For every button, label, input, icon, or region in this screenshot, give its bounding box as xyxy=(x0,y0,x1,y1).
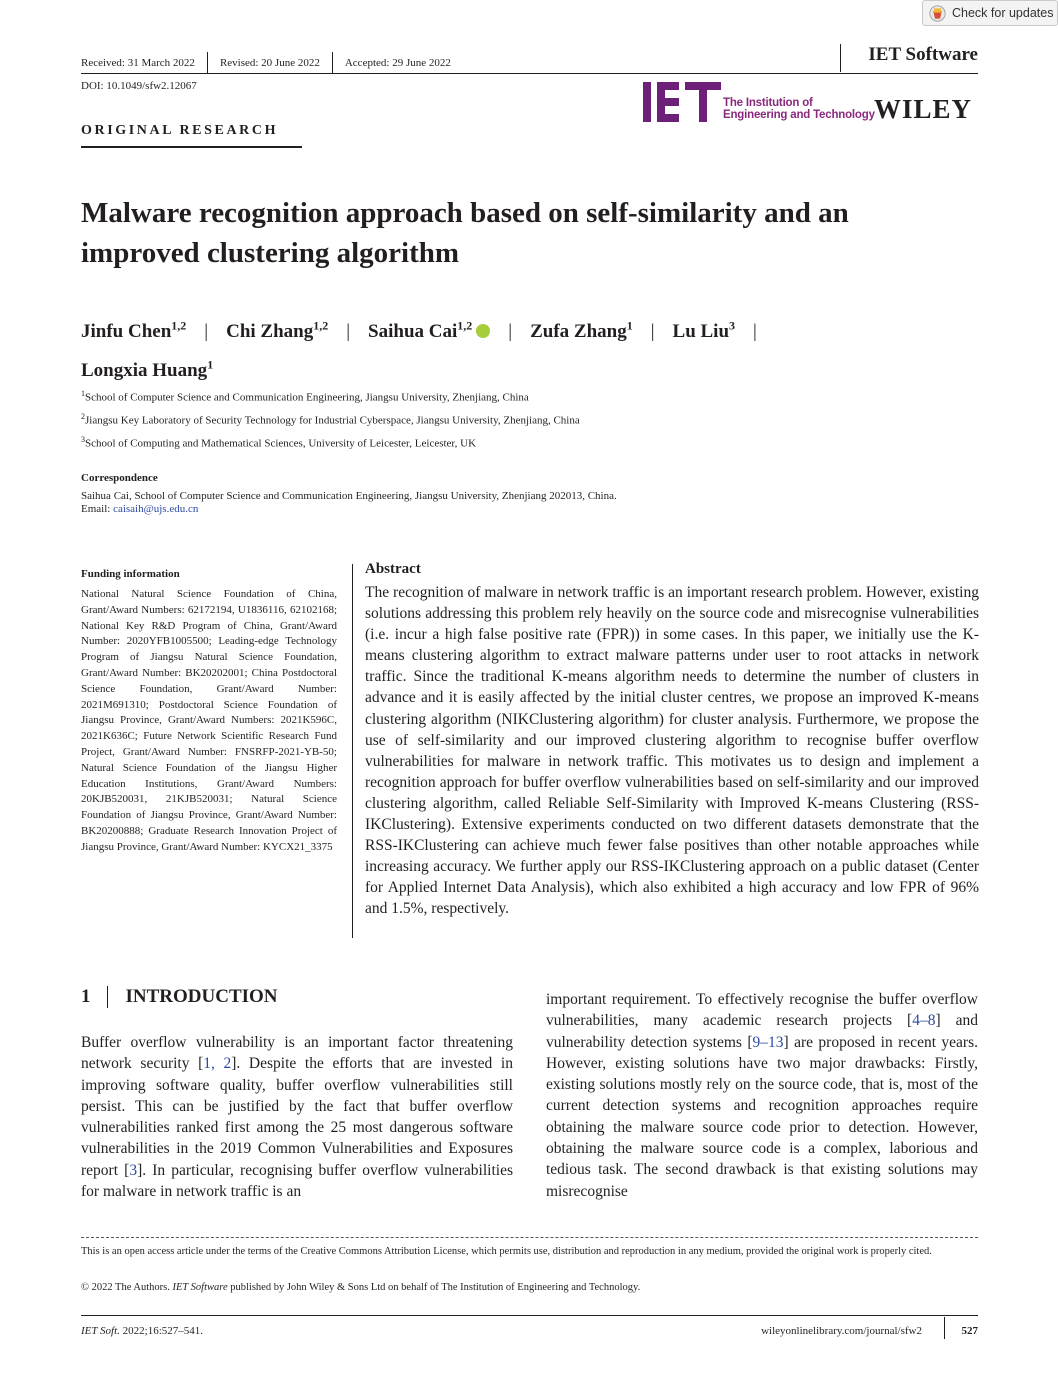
revised-date: Revised: 20 June 2022 xyxy=(219,57,320,69)
copyright-note: © 2022 The Authors. IET Software published by John Wiley & Sons Ltd on behalf of The Institution of Engineering and Technology. xyxy=(81,1282,641,1293)
section-heading xyxy=(81,986,278,1008)
citation-link[interactable]: 1, 2 xyxy=(203,1055,232,1073)
check-for-updates-button[interactable] xyxy=(922,0,1058,26)
affiliation: $^1$School of Computer Science and Communication Engineering, Jiangsu University, Zhenjiang, China xyxy=(81,389,529,404)
correspondence xyxy=(81,490,617,516)
section-title: INTRODUCTION xyxy=(125,986,278,1007)
author-list xyxy=(81,310,911,387)
crossmark-icon xyxy=(929,5,946,22)
article-dates xyxy=(81,52,451,74)
divider xyxy=(107,986,108,1008)
author[interactable]: Longxia Huang$^1$ xyxy=(81,357,214,381)
citation-link[interactable]: 4–8 xyxy=(912,1012,936,1030)
email-link[interactable]: caisaih@ujs.edu.cn xyxy=(113,503,199,515)
email-label: Email: xyxy=(81,503,111,515)
citation-link[interactable]: 3 xyxy=(129,1161,138,1179)
author[interactable]: Zufa Zhang$^1$ xyxy=(530,319,633,343)
section-number: 1 xyxy=(81,986,91,1007)
page-number: 527 xyxy=(961,1325,978,1337)
author-separator: | xyxy=(508,321,513,343)
correspondence-heading: Correspondence xyxy=(81,472,158,484)
article-type: ORIGINAL RESEARCH xyxy=(81,123,279,138)
author[interactable]: Chi Zhang$^{1,2}$ xyxy=(226,319,329,343)
body-column-left: Buffer overflow vulnerability is an important factor threatening network security [1, 2]. Despite the efforts that are invested in improving software quality, buffer overflow vulnerabilities still persist. This can be justified by the fact that buffer overflow vulnerabilities ranked first among the 25 most dangerous software vulnerabilities in the 2019 Common Vulnerabilities and Exposures report [3]. In particular, recognising buffer overflow vulnerabilities for malware in network traffic is an xyxy=(81,1034,514,1201)
divider xyxy=(332,52,333,74)
header-rule xyxy=(81,73,978,74)
article-title: Malware recognition approach based on self-similarity and an improved clustering algorithm xyxy=(81,197,849,269)
intro-fragment-c: ]. In particular, recognising buffer overflow vulnerabilities for malware in network traffic is an xyxy=(81,1161,514,1201)
intro-fragment-c2: important requirement. To effectively recognise the buffer overflow vulnerabilities, many academic research projects [ xyxy=(546,991,978,1030)
iet-logo-line2: Engineering and Technology xyxy=(723,109,875,121)
iet-logo-line1: The Institution of xyxy=(723,97,813,109)
author-separator: | xyxy=(346,321,351,343)
author[interactable]: Saihua Cai$^{1,2}$ xyxy=(368,319,473,343)
footnote-rule xyxy=(81,1237,978,1238)
abstract-rule xyxy=(352,564,353,938)
article-type-rule xyxy=(81,146,302,148)
author[interactable]: Lu Liu$^3$ xyxy=(672,319,736,343)
author-separator: | xyxy=(204,321,209,343)
iet-logo-icon xyxy=(643,82,723,122)
correspondence-text: Saihua Cai, School of Computer Science and Communication Engineering, Jiangsu University, Zhenjiang 202013, China. xyxy=(81,490,617,502)
body-column-right: important requirement. To effectively recognise the buffer overflow vulnerabilities, many academic research projects [4–8] and vulnerability detection systems [9–13] are proposed in recent years. However, existing solutions have two major drawbacks: Firstly, existing solutions mostly rely on the source code, that is, most of the current detection systems and recognition approaches require obtaining the malware source code prior to detection. However, obtaining the malware source code is a complex, laborious and tedious task. The second drawback is that existing solutions may misrecognise xyxy=(546,991,978,1200)
wiley-logo: WILEY xyxy=(874,94,973,124)
affiliation: $^2$Jiangsu Key Laboratory of Security Technology for Industrial Cyberspace, Jiangsu University, Zhenjiang, China xyxy=(81,412,580,427)
journal-url[interactable]: wileyonlinelibrary.com/journal/sfw2 xyxy=(761,1325,922,1337)
author-separator: | xyxy=(650,321,655,343)
iet-logo-text xyxy=(723,97,875,121)
author[interactable]: Jinfu Chen$^{1,2}$ xyxy=(81,319,187,343)
abstract-text: The recognition of malware in network traffic is an important research problem. However, existing solutions addressing this problem rely heavily on the source code and misrecognise vulnerabilities (i.e. incur a high false positive rate (FPR)) in some cases. In this paper, we initially use the K-means clustering algorithm to extract malware patterns under user to root attacks in network traffic. Since the traditional K-means algorithm needs to determine the number of clusters in advance and it is easily affected by the initial cluster centres, we propose an improved K-means clustering algorithm (NIKClustering algorithm) for cluster analysis. Furthermore, we propose the use of self-similarity and our improved clustering algorithm to recognise buffer overflow vulnerabilities for malware in network traffic. This motivates us to design and implement a recognition approach for buffer overflow vulnerabilities based on self-similarity and our improved clustering algorithm, called Reliable Self-Similarity with Improved K-means Clustering (RSS-IKClustering). Extensive experiments conducted on two different datasets demonstrate that the RSS-IKClustering can achieve much fewer false positives than other notable approaches while increasing accuracy. We further apply our RSS-IKClustering approach on a public dataset (Center for Applied Internet Data Analysis), which also exhibited a high accuracy and low FPR of 96% and 1.5%, respectively. xyxy=(365,584,979,918)
doi[interactable]: DOI: 10.1049/sfw2.12067 xyxy=(81,80,197,92)
affiliation: $^3$School of Computing and Mathematical Sciences, University of Leicester, Leicester, UK xyxy=(81,435,477,450)
received-date: Received: 31 March 2022 xyxy=(81,57,195,69)
check-for-updates-label: Check for updates xyxy=(952,6,1054,20)
funding-text: National Natural Science Foundation of China, Grant/Award Numbers: 62172194, U1836116, 62102168; National Key R&D Program of China, Grant/Award Number: 2020YFB1005500; Leading-edge Technology Program of Jiangsu Natural Science Foundation, Grant/Award Number: BK20202001; China Postdoctoral Science Foundation, Grant/Award Number: 2021M691310; Postdoctoral Science Foundation of Jiangsu Province, Grant/Award Numbers: 2021K596C, 2021K636C; Future Network Scientific Research Fund Project, Grant/Award Number: FNSRFP-2021-YB-50; Natural Science Foundation of the Jiangsu Higher Education Institutions, Grant/Award Numbers: 20KJB520031, 21KJB520031; Natural Science Foundation of Jiangsu Province, Grant/Award Number: BK20200888; Graduate Research Innovation Project of Jiangsu Province, Grant/Award Number: KYCX21_3375 xyxy=(81,588,337,853)
divider xyxy=(944,1317,945,1339)
orcid-icon[interactable] xyxy=(476,324,490,338)
citation-line: IET Soft. 2022;16:527–541. xyxy=(81,1325,204,1337)
footer-rule xyxy=(81,1315,978,1316)
abstract-heading: Abstract xyxy=(365,561,421,577)
divider xyxy=(207,52,208,74)
author-separator: | xyxy=(753,321,757,343)
journal-name: IET Software xyxy=(868,44,978,65)
citation-link[interactable]: 9–13 xyxy=(752,1033,784,1051)
accepted-date: Accepted: 29 June 2022 xyxy=(344,57,451,69)
license-note: This is an open access article under the terms of the Creative Commons Attribution License, which permits use, distribution and reproduction in any medium, provided the original work is properly cited. xyxy=(81,1246,932,1257)
funding-heading: Funding information xyxy=(81,568,180,580)
divider xyxy=(840,44,841,72)
